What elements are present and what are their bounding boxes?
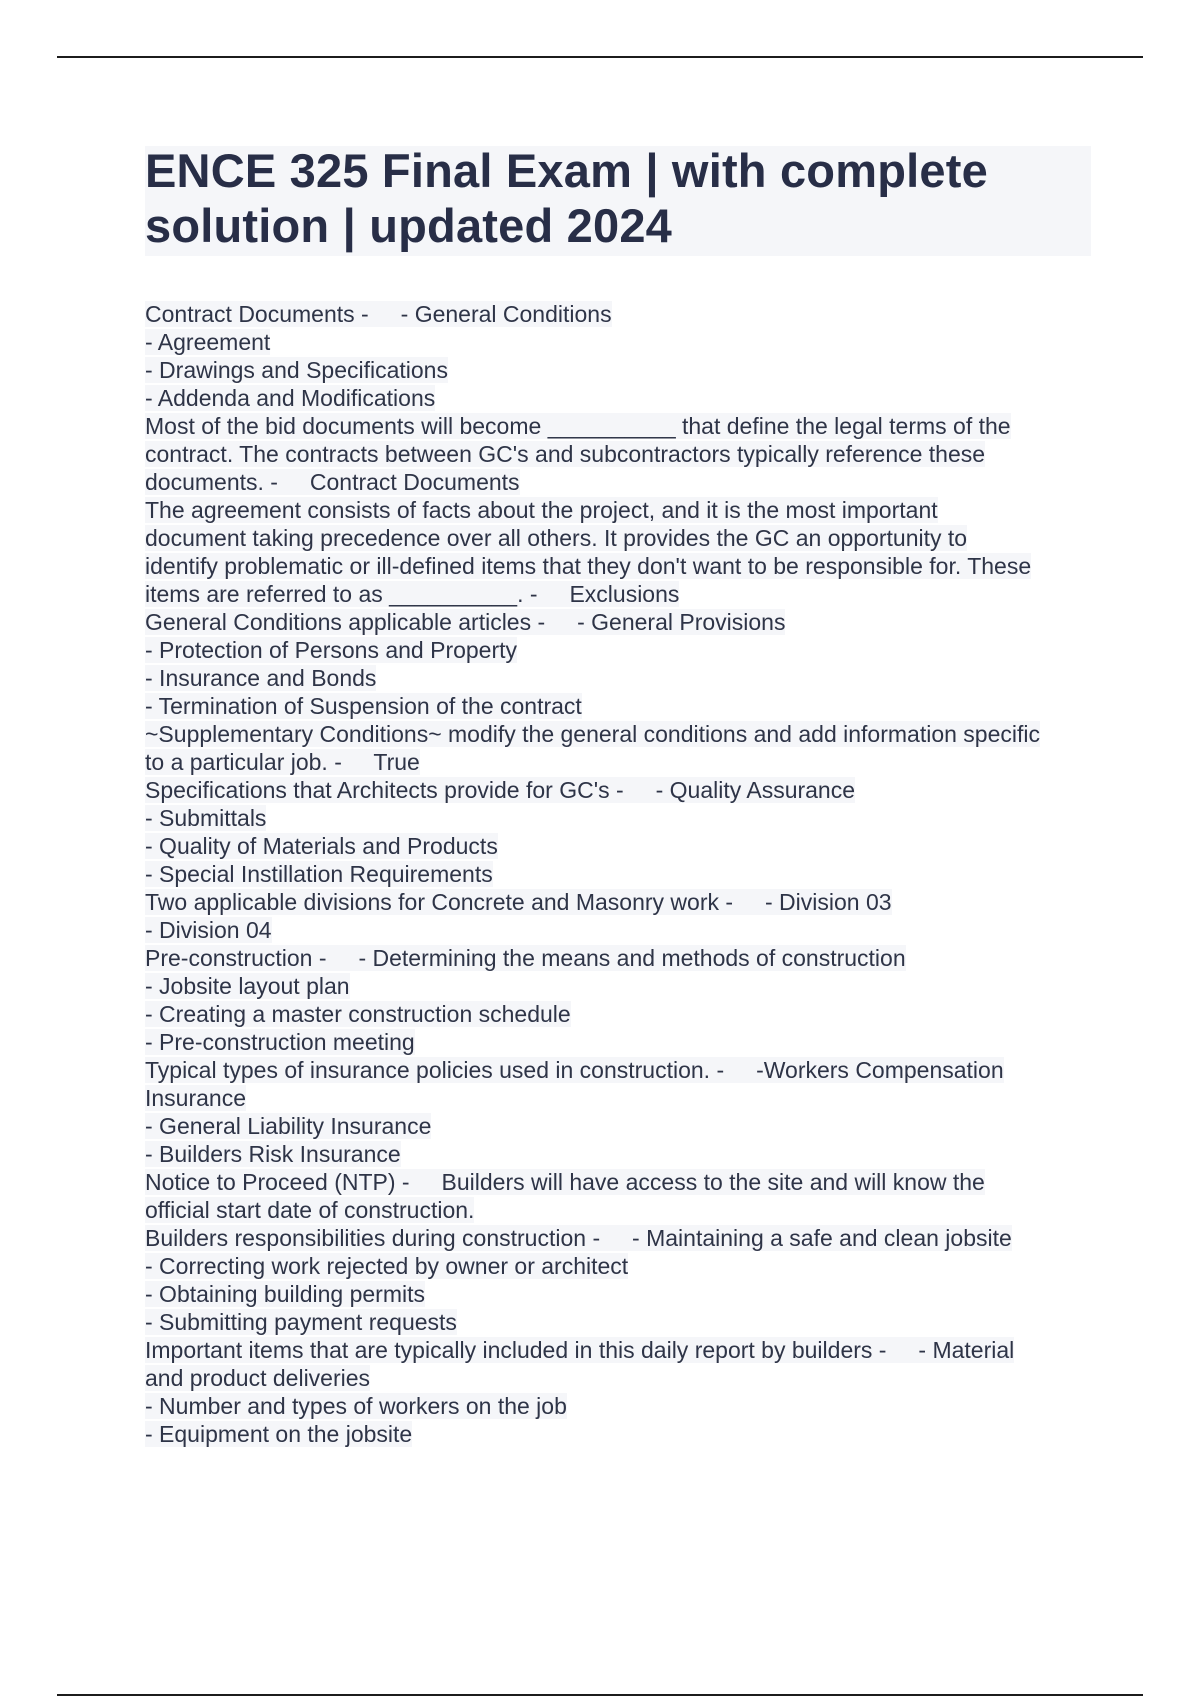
entry-line-text: official start date of construction. (145, 1197, 475, 1223)
entry-line (145, 860, 1095, 888)
entry-line-text: - Builders Risk Insurance (145, 1141, 401, 1167)
entry-line-text: Pre-construction - - Determining the means and methods of construction (145, 945, 906, 971)
entry-line (145, 664, 1095, 692)
entry-line (145, 1112, 1095, 1140)
entry-line-text: and product deliveries (145, 1365, 371, 1391)
entry-line (145, 1056, 1095, 1084)
entry-line (145, 720, 1095, 748)
entry-line-text: contract. The contracts between GC's and subcontractors typically reference these (145, 441, 986, 467)
entry-line (145, 692, 1095, 720)
entry-line (145, 580, 1095, 608)
flashcard-entry (145, 1056, 1095, 1168)
entry-line-text: - Equipment on the jobsite (145, 1421, 413, 1447)
entry-line (145, 1308, 1095, 1336)
entry-line (145, 356, 1095, 384)
flashcard-entry (145, 1224, 1095, 1336)
entry-line-text: Notice to Proceed (NTP) - Builders will have access to the site and will know the (145, 1169, 985, 1195)
entry-line (145, 1196, 1095, 1224)
entry-line-text: Builders responsibilities during construction - - Maintaining a safe and clean jobsite (145, 1225, 1012, 1251)
entry-line (145, 440, 1095, 468)
entry-line (145, 636, 1095, 664)
flashcard-entry (145, 888, 1095, 944)
entry-line-text: - Creating a master construction schedule (145, 1001, 571, 1027)
flashcard-entry (145, 1168, 1095, 1224)
flashcard-entry (145, 496, 1095, 608)
entry-line-text: - Protection of Persons and Property (145, 637, 518, 663)
entry-line-text: - Termination of Suspension of the contract (145, 693, 582, 719)
entry-line-text: - Submittals (145, 805, 267, 831)
entry-line-text: - Obtaining building permits (145, 1281, 425, 1307)
entry-line-text: - Pre-construction meeting (145, 1029, 415, 1055)
entry-line-text: - Quality of Materials and Products (145, 833, 498, 859)
entry-line-text: - Number and types of workers on the job (145, 1393, 567, 1419)
entry-line (145, 1336, 1095, 1364)
entry-line (145, 1028, 1095, 1056)
entry-line-text: ~Supplementary Conditions~ modify the general conditions and add information specific (145, 721, 1040, 747)
entry-line-text: - Jobsite layout plan (145, 973, 350, 999)
entry-line (145, 552, 1095, 580)
entry-line (145, 1364, 1095, 1392)
entry-line (145, 832, 1095, 860)
flashcard-entry (145, 720, 1095, 776)
entry-line (145, 1140, 1095, 1168)
entry-line (145, 916, 1095, 944)
entry-line (145, 384, 1095, 412)
entry-line (145, 300, 1095, 328)
entry-line (145, 888, 1095, 916)
entry-line-text: Most of the bid documents will become __________ that define the legal terms of the (145, 413, 1011, 439)
entry-line (145, 1280, 1095, 1308)
entry-line-text: - Special Instillation Requirements (145, 861, 493, 887)
entry-line (145, 412, 1095, 440)
entry-line (145, 1000, 1095, 1028)
bottom-rule (57, 1694, 1143, 1696)
entry-line (145, 804, 1095, 832)
entry-line (145, 1084, 1095, 1112)
entry-line (145, 1252, 1095, 1280)
entry-line-text: to a particular job. - True (145, 749, 420, 775)
entry-line (145, 748, 1095, 776)
entry-line (145, 524, 1095, 552)
entry-line-text: - General Liability Insurance (145, 1113, 432, 1139)
entry-line-text: document taking precedence over all others. It provides the GC an opportunity to (145, 525, 968, 551)
entry-line-text: - Correcting work rejected by owner or architect (145, 1253, 629, 1279)
entry-line-text: documents. - Contract Documents (145, 469, 520, 495)
entry-line-text: Important items that are typically included in this daily report by builders - - Material (145, 1337, 1015, 1363)
entry-line-text: Typical types of insurance policies used in construction. - -Workers Compensation (145, 1057, 1004, 1083)
entry-line-text: - Agreement (145, 329, 271, 355)
flashcard-entry (145, 300, 1095, 412)
entry-line-text: Specifications that Architects provide for GC's - - Quality Assurance (145, 777, 856, 803)
entry-line-text: The agreement consists of facts about the project, and it is the most important (145, 497, 938, 523)
entry-line-text: items are referred to as __________. - Exclusions (145, 581, 680, 607)
entry-line-text: - Drawings and Specifications (145, 357, 448, 383)
entry-line (145, 608, 1095, 636)
entry-line (145, 1168, 1095, 1196)
flashcard-entry (145, 776, 1095, 888)
entry-line (145, 1420, 1095, 1448)
entry-line (145, 496, 1095, 524)
entry-line-text: - Addenda and Modifications (145, 385, 436, 411)
entry-line-text: identify problematic or ill-defined items that they don't want to be responsible for. These (145, 553, 1032, 579)
entry-line-text: Contract Documents - - General Conditions (145, 301, 612, 327)
entry-line-text: Two applicable divisions for Concrete and Masonry work - - Division 03 (145, 889, 892, 915)
entry-line-text: Insurance (145, 1085, 247, 1111)
entry-line (145, 944, 1095, 972)
flashcard-entry (145, 944, 1095, 1056)
entry-line-text: General Conditions applicable articles - - General Provisions (145, 609, 786, 635)
entry-line (145, 776, 1095, 804)
entry-line-text: - Division 04 (145, 917, 272, 943)
entry-line-text: - Submitting payment requests (145, 1309, 457, 1335)
entry-line (145, 468, 1095, 496)
flashcard-list (145, 300, 1095, 1448)
entry-line-text: - Insurance and Bonds (145, 665, 377, 691)
top-rule (57, 56, 1143, 58)
entry-line (145, 1392, 1095, 1420)
entry-line (145, 328, 1095, 356)
flashcard-entry (145, 1336, 1095, 1448)
entry-line (145, 972, 1095, 1000)
flashcard-entry (145, 412, 1095, 496)
flashcard-entry (145, 608, 1095, 720)
document-title: ENCE 325 Final Exam | with complete solution | updated 2024 (145, 144, 988, 252)
entry-line (145, 1224, 1095, 1252)
